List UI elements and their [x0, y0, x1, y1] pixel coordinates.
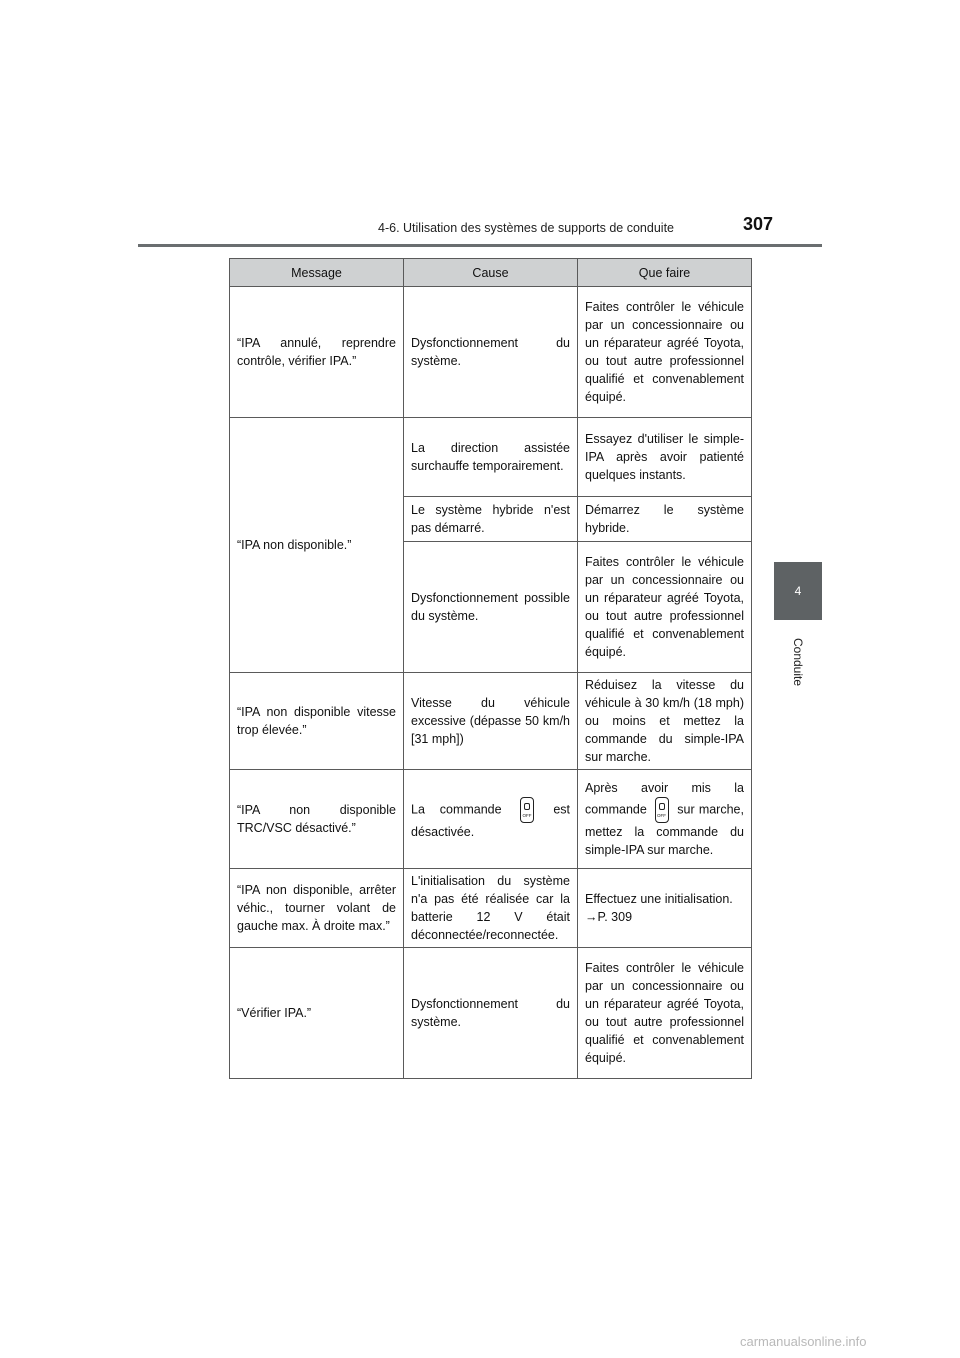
action-cell — [578, 770, 752, 869]
cause-cell: L'initialisation du système n'a pas été réalisée car la batterie 12 V était déconnectée/reconnectée. — [404, 869, 578, 948]
watermark: carmanualsonline.info — [740, 1334, 867, 1349]
header-divider — [138, 244, 822, 247]
chapter-number: 4 — [794, 584, 802, 598]
table-row — [230, 673, 752, 770]
cause-cell: Vitesse du véhicule excessive (dépasse 50 km/h [31 mph]) — [404, 673, 578, 770]
cause-text-end: est désactivée. — [411, 802, 570, 839]
action-cell: Faites contrôler le véhicule par un concessionnaire ou un réparateur agréé Toyota, ou tout autre professionnel qualifié et convenablement équipé. — [578, 542, 752, 673]
chapter-label-text: Conduite — [791, 637, 806, 687]
message-cell: “Vérifier IPA.” — [230, 948, 404, 1079]
message-cell: “IPA non disponible, arrêter véhic., tourner volant de gauche max. À droite max.” — [230, 869, 404, 948]
action-cell — [578, 869, 752, 948]
column-header-action: Que faire — [578, 259, 752, 287]
message-cell: “IPA annulé, reprendre contrôle, vérifier IPA.” — [230, 287, 404, 418]
action-cell: Faites contrôler le véhicule par un concessionnaire ou un réparateur agréé Toyota, ou tout autre professionnel qualifié et convenablement équipé. — [578, 948, 752, 1079]
column-header-message: Message — [230, 259, 404, 287]
cause-cell — [404, 770, 578, 869]
table-row — [230, 418, 752, 497]
vsc-off-switch-icon — [655, 797, 669, 823]
cause-cell: Dysfonctionnement du système. — [404, 287, 578, 418]
table-header-row — [230, 259, 752, 287]
cause-cell: La direction assistée surchauffe temporairement. — [404, 418, 578, 497]
action-cell: Essayez d'utiliser le simple-IPA après avoir patienté quelques instants. — [578, 418, 752, 497]
vsc-off-switch-icon — [520, 797, 534, 823]
message-cell: “IPA non disponible vitesse trop élevée.” — [230, 673, 404, 770]
action-cell: Réduisez la vitesse du véhicule à 30 km/h (18 mph) ou moins et mettez la commande du simple-IPA sur marche. — [578, 673, 752, 770]
cause-cell: Dysfonctionnement du système. — [404, 948, 578, 1079]
chapter-tab[interactable] — [774, 562, 822, 620]
section-title: 4-6. Utilisation des systèmes de supports de conduite — [378, 221, 674, 235]
table-row — [230, 948, 752, 1079]
table-row — [230, 770, 752, 869]
page-number: 307 — [743, 214, 774, 234]
action-cell: Faites contrôler le véhicule par un concessionnaire ou un réparateur agréé Toyota, ou tout autre professionnel qualifié et convenablement équipé. — [578, 287, 752, 418]
action-cell: Démarrez le système hybride. — [578, 497, 752, 542]
warning-message-table — [229, 258, 752, 1079]
table-row — [230, 287, 752, 418]
table-row — [230, 869, 752, 948]
action-text: Effectuez une initialisation. — [585, 892, 733, 906]
cause-cell: Le système hybride n'est pas démarré. — [404, 497, 578, 542]
page-reference-link[interactable]: →P. 309 — [585, 910, 633, 924]
message-cell: “IPA non disponible TRC/VSC désactivé.” — [230, 770, 404, 869]
message-cell: “IPA non disponible.” — [230, 418, 404, 673]
cause-text-start: La commande — [411, 802, 502, 817]
column-header-cause: Cause — [404, 259, 578, 287]
action-text-start: Après avoir mis la commande — [585, 781, 744, 817]
action-text-end: sur marche, mettez la commande du simple-IPA sur marche. — [585, 802, 744, 857]
cause-cell: Dysfonctionnement possible du système. — [404, 542, 578, 673]
chapter-label — [780, 632, 816, 692]
